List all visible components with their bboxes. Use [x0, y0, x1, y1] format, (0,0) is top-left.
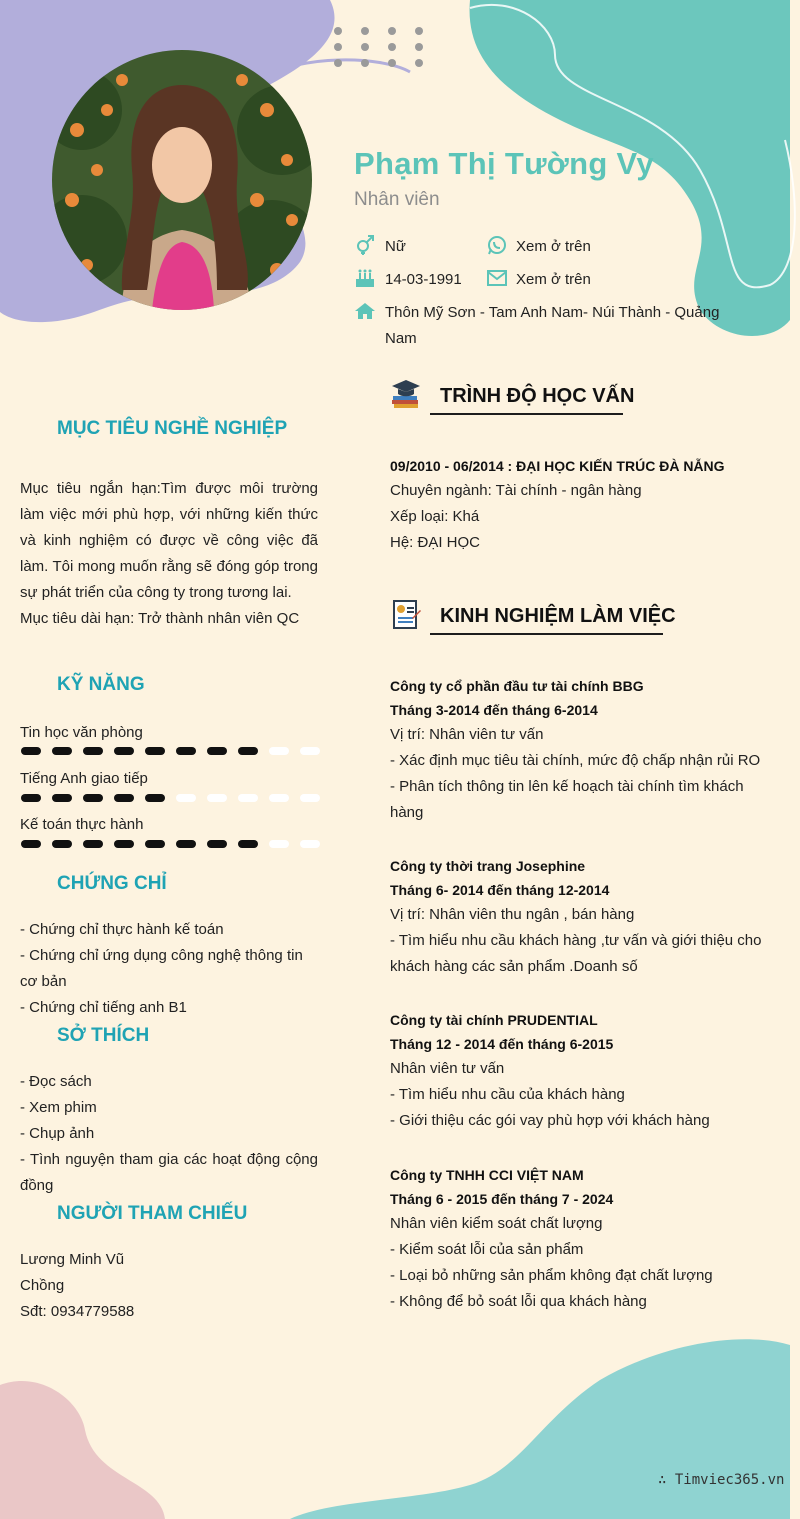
skill-segment-filled: [21, 840, 41, 848]
section-title-education: TRÌNH ĐỘ HỌC VẤN: [440, 385, 635, 407]
job-line: Vị trí: Nhân viên thu ngân , bán hàng: [390, 906, 635, 923]
job-line: Vị trí: Nhân viên tư vấn: [390, 726, 544, 743]
birthday-cake-icon: [354, 267, 376, 289]
skill-segment-filled: [238, 840, 258, 848]
skill-segment-empty: [176, 794, 196, 802]
job-company: Công ty TNHH CCI VIỆT NAM: [390, 1167, 584, 1183]
section-title-experience: KINH NGHIỆM LÀM VIỆC: [440, 605, 676, 627]
job-line: - Kiểm soát lỗi của sản phẩm: [390, 1241, 584, 1258]
objective-text: Mục tiêu ngắn hạn:Tìm được môi trường làm việc mới phù hợp, với những kiến thức và kinh nghiệm có được về công việc đã làm. Tôi mong muốn rằng sẽ đóng góp trong sự phát triển của công ty trong tương lai.: [20, 480, 318, 601]
skill-segment-filled: [21, 794, 41, 802]
phone-value: Xem ở trên: [516, 238, 591, 255]
section-title-skills: KỸ NĂNG: [57, 674, 145, 695]
envelope-icon: [486, 267, 508, 289]
skill-segment-filled: [238, 747, 258, 755]
skill-level-bar: [20, 793, 320, 803]
skill-segment-filled: [83, 840, 103, 848]
hobby-item: - Xem phim: [20, 1099, 97, 1116]
job-line: - Không để bỏ soát lỗi qua khách hàng: [390, 1293, 647, 1310]
candidate-role: Nhân viên: [354, 189, 440, 210]
skill-segment-empty: [300, 747, 320, 755]
address-value: Thôn Mỹ Sơn - Tam Anh Nam- Núi Thành - Quảng Nam: [385, 304, 720, 347]
gender-icon: [354, 234, 376, 256]
job-company: Công ty tài chính PRUDENTIAL: [390, 1012, 598, 1028]
job-line: - Giới thiệu các gói vay phù hợp với khách hàng: [390, 1112, 710, 1129]
skill-segment-filled: [21, 747, 41, 755]
skill-segment-empty: [269, 747, 289, 755]
candidate-name: Phạm Thị Tường Vy: [354, 146, 654, 181]
section-title-objective: MỤC TIÊU NGHỀ NGHIỆP: [57, 418, 288, 439]
teal-blob-bottom: [290, 1339, 790, 1519]
skill-segment-filled: [52, 794, 72, 802]
skill-segment-filled: [176, 840, 196, 848]
profile-photo: [52, 50, 312, 310]
skill-segment-filled: [114, 794, 134, 802]
skill-segment-empty: [269, 840, 289, 848]
skill-name: Tin học văn phòng: [20, 724, 143, 741]
certificate-item: - Chứng chỉ tiếng anh B1: [20, 999, 187, 1016]
hobby-item: - Đọc sách: [20, 1073, 92, 1090]
skill-segment-filled: [52, 840, 72, 848]
gender-value: Nữ: [385, 238, 406, 255]
objective-long-term: Mục tiêu dài hạn: Trở thành nhân viên QC: [20, 610, 300, 627]
skill-segment-filled: [83, 747, 103, 755]
certificate-item: - Chứng chỉ thực hành kế toán: [20, 921, 224, 938]
graduation-cap-icon: [390, 378, 422, 410]
skill-segment-empty: [300, 840, 320, 848]
job-period: Tháng 3-2014 đến tháng 6-2014: [390, 702, 598, 718]
job-period: Tháng 6 - 2015 đến tháng 7 - 2024: [390, 1191, 614, 1207]
reference-relation: Chồng: [20, 1277, 65, 1294]
skill-segment-filled: [83, 794, 103, 802]
skill-segment-filled: [114, 747, 134, 755]
skill-segment-filled: [145, 747, 165, 755]
education-heading: 09/2010 - 06/2014 : ĐẠI HỌC KIẾN TRÚC ĐÀ NẴNG: [390, 458, 725, 474]
hobby-item: - Chụp ảnh: [20, 1125, 95, 1142]
skill-level-bar: [20, 839, 320, 849]
skill-segment-filled: [207, 747, 227, 755]
education-line: Hệ: ĐẠI HỌC: [390, 534, 481, 551]
skill-segment-empty: [300, 794, 320, 802]
birthday-value: 14-03-1991: [385, 271, 462, 288]
section-title-hobbies: SỞ THÍCH: [57, 1025, 150, 1046]
job-line: - Loại bỏ những sản phẩm không đạt chất lượng: [390, 1267, 713, 1284]
skill-level-bar: [20, 746, 320, 756]
skill-segment-filled: [176, 747, 196, 755]
skill-segment-filled: [207, 840, 227, 848]
section-underline: [430, 633, 663, 635]
job-period: Tháng 12 - 2014 đến tháng 6-2015: [390, 1036, 614, 1052]
reference-name: Lương Minh Vũ: [20, 1251, 125, 1268]
skill-segment-filled: [145, 794, 165, 802]
job-company: Công ty thời trang Josephine: [390, 858, 586, 874]
job-period: Tháng 6- 2014 đến tháng 12-2014: [390, 882, 610, 898]
education-line: Xếp loại: Khá: [390, 508, 480, 525]
job-line: - Phân tích thông tin lên kế hoạch tài chính tìm khách hàng: [390, 778, 744, 821]
skill-name: Tiếng Anh giao tiếp: [20, 770, 148, 787]
section-title-certificates: CHỨNG CHỈ: [57, 873, 167, 894]
education-line: Chuyên ngành: Tài chính - ngân hàng: [390, 482, 642, 499]
skill-segment-empty: [238, 794, 258, 802]
job-line: - Tìm hiểu nhu cầu của khách hàng: [390, 1086, 625, 1103]
hobby-item: - Tình nguyện tham gia các hoạt động cộng đồng: [20, 1151, 318, 1194]
skill-segment-empty: [207, 794, 227, 802]
resume-clipboard-icon: [390, 598, 422, 630]
certificate-item: - Chứng chỉ ứng dụng công nghệ thông tin cơ bản: [20, 947, 303, 990]
job-line: Nhân viên tư vấn: [390, 1060, 505, 1077]
home-icon: [354, 300, 376, 322]
section-title-reference: NGƯỜI THAM CHIẾU: [57, 1203, 248, 1224]
reference-phone: Sđt: 0934779588: [20, 1303, 135, 1320]
skill-segment-filled: [114, 840, 134, 848]
skill-name: Kế toán thực hành: [20, 816, 144, 833]
watermark: ∴ Timviec365.vn: [658, 1472, 785, 1488]
job-company: Công ty cổ phần đầu tư tài chính BBG: [390, 678, 644, 694]
whatsapp-icon: [486, 234, 508, 256]
section-underline: [430, 413, 623, 415]
job-line: - Xác định mục tiêu tài chính, mức độ chấp nhận rủi RO: [390, 752, 761, 769]
email-value: Xem ở trên: [516, 271, 591, 288]
skill-segment-empty: [269, 794, 289, 802]
pink-blob: [0, 1381, 165, 1519]
job-line: - Tìm hiểu nhu cầu khách hàng ,tư vấn và giới thiệu cho khách hàng các sản phẩm .Doanh số: [390, 932, 762, 975]
skill-segment-filled: [52, 747, 72, 755]
skill-segment-filled: [145, 840, 165, 848]
job-line: Nhân viên kiểm soát chất lượng: [390, 1215, 603, 1232]
